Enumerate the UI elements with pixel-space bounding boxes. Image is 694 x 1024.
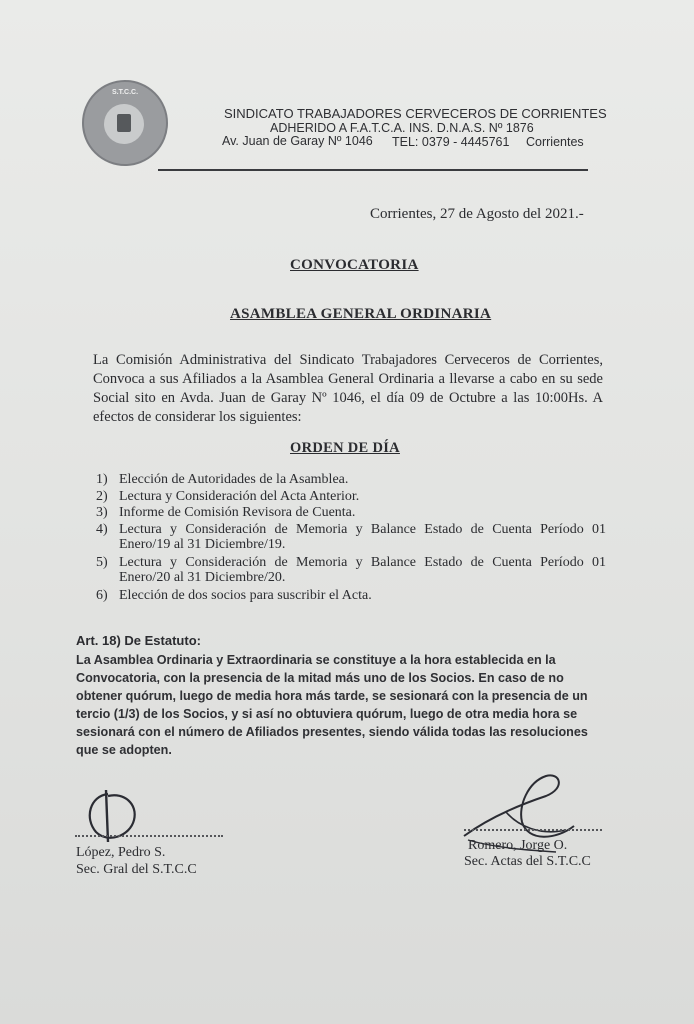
document-subtitle: ASAMBLEA GENERAL ORDINARIA	[230, 306, 492, 322]
org-city: Corrientes	[526, 135, 584, 149]
left-signature-scribble	[78, 786, 148, 846]
agenda-item	[96, 555, 606, 586]
org-address: Av. Juan de Garay Nº 1046	[222, 134, 373, 148]
agenda-item-number: 2)	[96, 488, 108, 504]
left-signer-name: López, Pedro S.	[76, 845, 166, 860]
date-line: Corrientes, 27 de Agosto del 2021.-	[370, 206, 584, 222]
header-divider	[158, 169, 588, 171]
agenda-item-text: Elección de Autoridades de la Asamblea.	[119, 472, 349, 487]
left-signature-line	[75, 835, 223, 837]
agenda-item	[96, 588, 606, 604]
agenda-item-number: 4)	[96, 521, 108, 537]
convocation-paragraph: La Comisión Administrativa del Sindicato Trabajadores Cerveceros de Corrientes, Convoca a sus Afiliados a la Asamblea General Ordinaria a llevarse a cabo en su sede Social sito en Avda. Juan de Garay Nº 1046, el día 09 de Octubre a las 10:00Hs. A efectos de considerar los siguientes:	[93, 352, 603, 425]
agenda-item-number: 5)	[96, 554, 108, 570]
union-logo	[82, 80, 168, 166]
org-phone: TEL: 0379 - 4445761	[392, 135, 510, 149]
org-affiliation: ADHERIDO A F.A.T.C.A. INS. D.N.A.S. Nº 1876	[270, 121, 534, 135]
statute-label: Art. 18) De Estatuto:	[76, 633, 201, 648]
right-signer-name: Romero, Jorge O.	[468, 838, 568, 853]
agenda-item-text: Lectura y Consideración del Acta Anterior.	[119, 488, 360, 504]
agenda-item-text: Lectura y Consideración de Memoria y Balance Estado de Cuenta Período 01 Enero/20 al 31 Diciembre/20.	[119, 554, 606, 585]
right-signature-line	[464, 829, 602, 831]
agenda-item	[96, 472, 606, 488]
agenda-item-text: Elección de dos socios para suscribir el Acta.	[119, 587, 372, 603]
left-signer-role: Sec. Gral del S.T.C.C	[76, 862, 197, 877]
logo-text: S.T.C.C.	[111, 89, 139, 96]
right-signer-role: Sec. Actas del S.T.C.C	[464, 854, 591, 869]
agenda-list	[96, 472, 606, 604]
document-title: CONVOCATORIA	[290, 257, 419, 273]
agenda-item-number: 1)	[96, 472, 108, 487]
agenda-item	[96, 505, 606, 521]
agenda-item	[96, 522, 606, 553]
org-name: SINDICATO TRABAJADORES CERVECEROS DE CORRIENTES	[224, 106, 607, 121]
statute-text: La Asamblea Ordinaria y Extraordinaria se constituye a la hora establecida en la Convocatoria, con la presencia de la mitad más uno de los Socios. En caso de no obtener quórum, luego de media hora más tarde, se sesionará con la presencia de un tercio (1/3) de los Socios, y si así no obtuviera quórum, luego de otra media hora se sesionará con el número de Afiliados presentes, siendo válida todas las resoluciones que se adopten.	[76, 653, 588, 757]
agenda-item-number: 6)	[96, 587, 108, 603]
agenda-item-text: Lectura y Consideración de Memoria y Balance Estado de Cuenta Período 01 Enero/19 al 31 Diciembre/19.	[119, 521, 606, 552]
agenda-item	[96, 489, 606, 505]
agenda-item-text: Informe de Comisión Revisora de Cuenta.	[119, 505, 356, 520]
agenda-item-number: 3)	[96, 505, 108, 520]
agenda-title: ORDEN DE DÍA	[290, 440, 400, 456]
beer-mug-icon	[117, 114, 131, 132]
